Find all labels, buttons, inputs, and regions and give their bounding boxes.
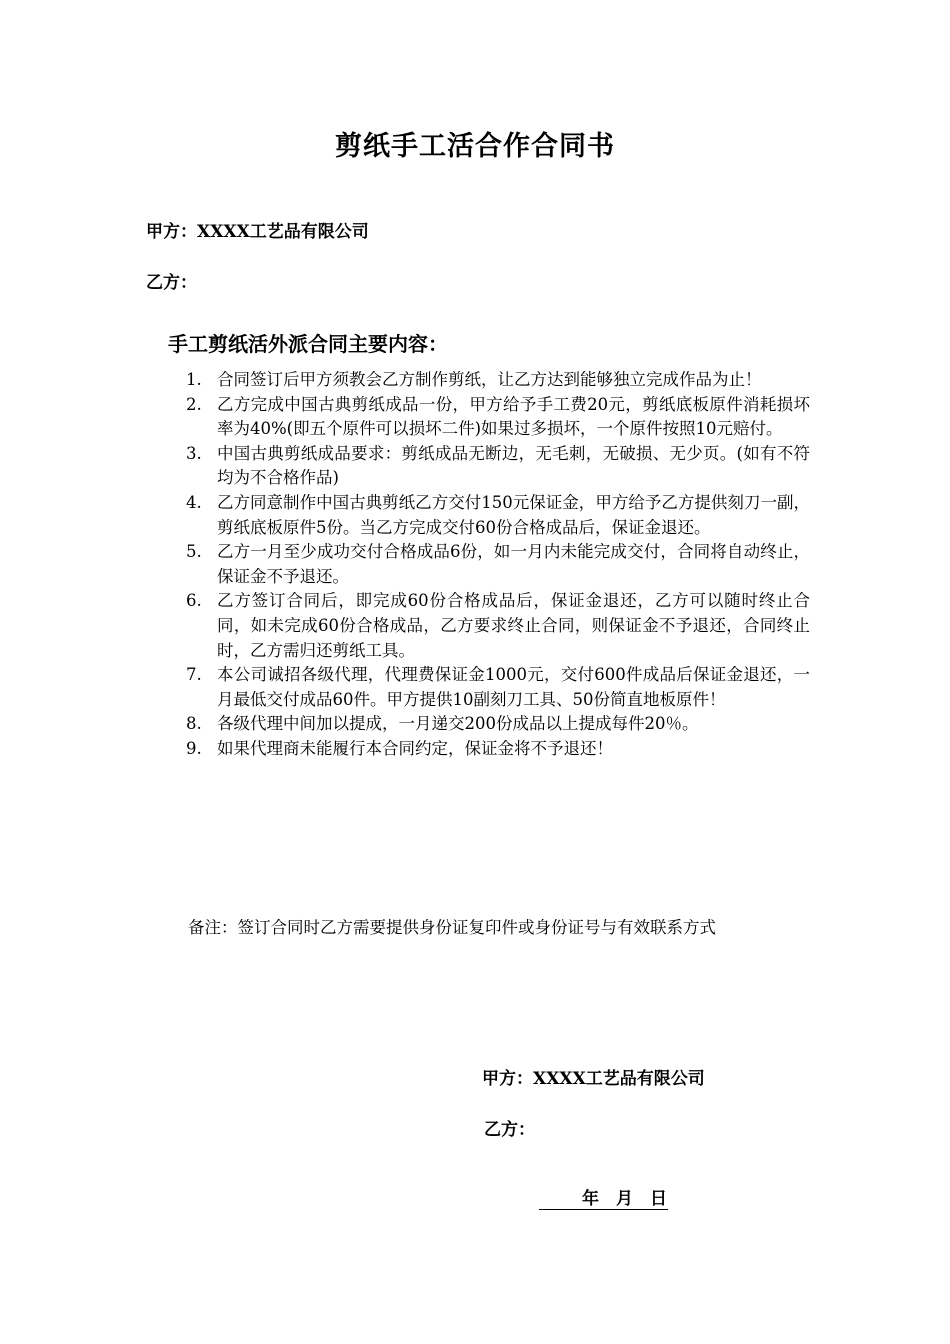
remark-note: 备注：签订合同时乙方需要提供身份证复印件或身份证号与有效联系方式	[188, 918, 716, 937]
term-text: 乙方签订合同后，即完成60份合格成品后，保证金退还，乙方可以随时终止合同，如未完成60份合格成品，乙方要求终止合同，则保证金不予退还，合同终止时，乙方需归还剪纸工具。	[217, 591, 810, 660]
term-number: 3.	[186, 443, 202, 463]
document-title: 剪纸手工活合作合同书	[335, 131, 615, 162]
term-item-7	[186, 663, 810, 712]
term-text: 本公司诚招各级代理，代理费保证金1000元，交付600件成品后保证金退还，一月最低交付成品60件。甲方提供10副刻刀工具、50份简直地板原件！	[217, 665, 810, 709]
term-item-1	[186, 368, 810, 393]
term-number: 6.	[186, 591, 202, 611]
term-text: 如果代理商未能履行本合同约定，保证金将不予退还！	[217, 738, 613, 758]
term-number: 7.	[186, 665, 202, 685]
signature-party-a: 甲方：XXXX工艺品有限公司	[482, 1069, 705, 1089]
party-b-line: 乙方：	[146, 273, 197, 293]
section-heading: 手工剪纸活外派合同主要内容：	[168, 332, 448, 356]
term-item-2	[186, 393, 810, 442]
term-item-3	[186, 442, 810, 491]
term-number: 2.	[186, 394, 202, 414]
term-number: 4.	[186, 492, 202, 512]
term-text: 各级代理中间加以提成，一月递交200份成品以上提成每件20％。	[217, 714, 699, 734]
term-item-6	[186, 589, 810, 663]
term-number: 5.	[186, 542, 202, 562]
term-number: 1.	[186, 370, 202, 389]
term-text: 合同签订后甲方须教会乙方制作剪纸，让乙方达到能够独立完成作品为止！	[217, 370, 762, 389]
term-text: 乙方同意制作中国古典剪纸乙方交付150元保证金，甲方给予乙方提供刻刀一副，剪纸底板原件5份。当乙方完成交付60份合格成品后，保证金退还。	[217, 492, 810, 537]
party-a-line: 甲方：XXXX工艺品有限公司	[146, 222, 369, 242]
term-text: 中国古典剪纸成品要求：剪纸成品无断边，无毛刺，无破损、无少页。(如有不符均为不合格作品)	[217, 443, 810, 488]
term-text: 乙方一月至少成功交付合格成品6份，如一月内未能完成交付，合同将自动终止，保证金不予退还。	[217, 542, 810, 586]
term-number: 8.	[186, 714, 202, 734]
term-text: 乙方完成中国古典剪纸成品一份，甲方给予手工费20元，剪纸底板原件消耗损坏率为40%(即五个原件可以损坏二件)如果过多损坏，一个原件按照10元赔付。	[217, 394, 810, 439]
signature-party-b: 乙方：	[484, 1120, 535, 1140]
term-number: 9.	[186, 738, 202, 758]
term-item-4	[186, 491, 810, 540]
term-item-8	[186, 712, 810, 737]
term-item-5	[186, 540, 810, 589]
term-item-9	[186, 737, 810, 762]
contract-terms-list	[186, 368, 810, 762]
signature-date-line: 年 月 日	[539, 1189, 668, 1210]
